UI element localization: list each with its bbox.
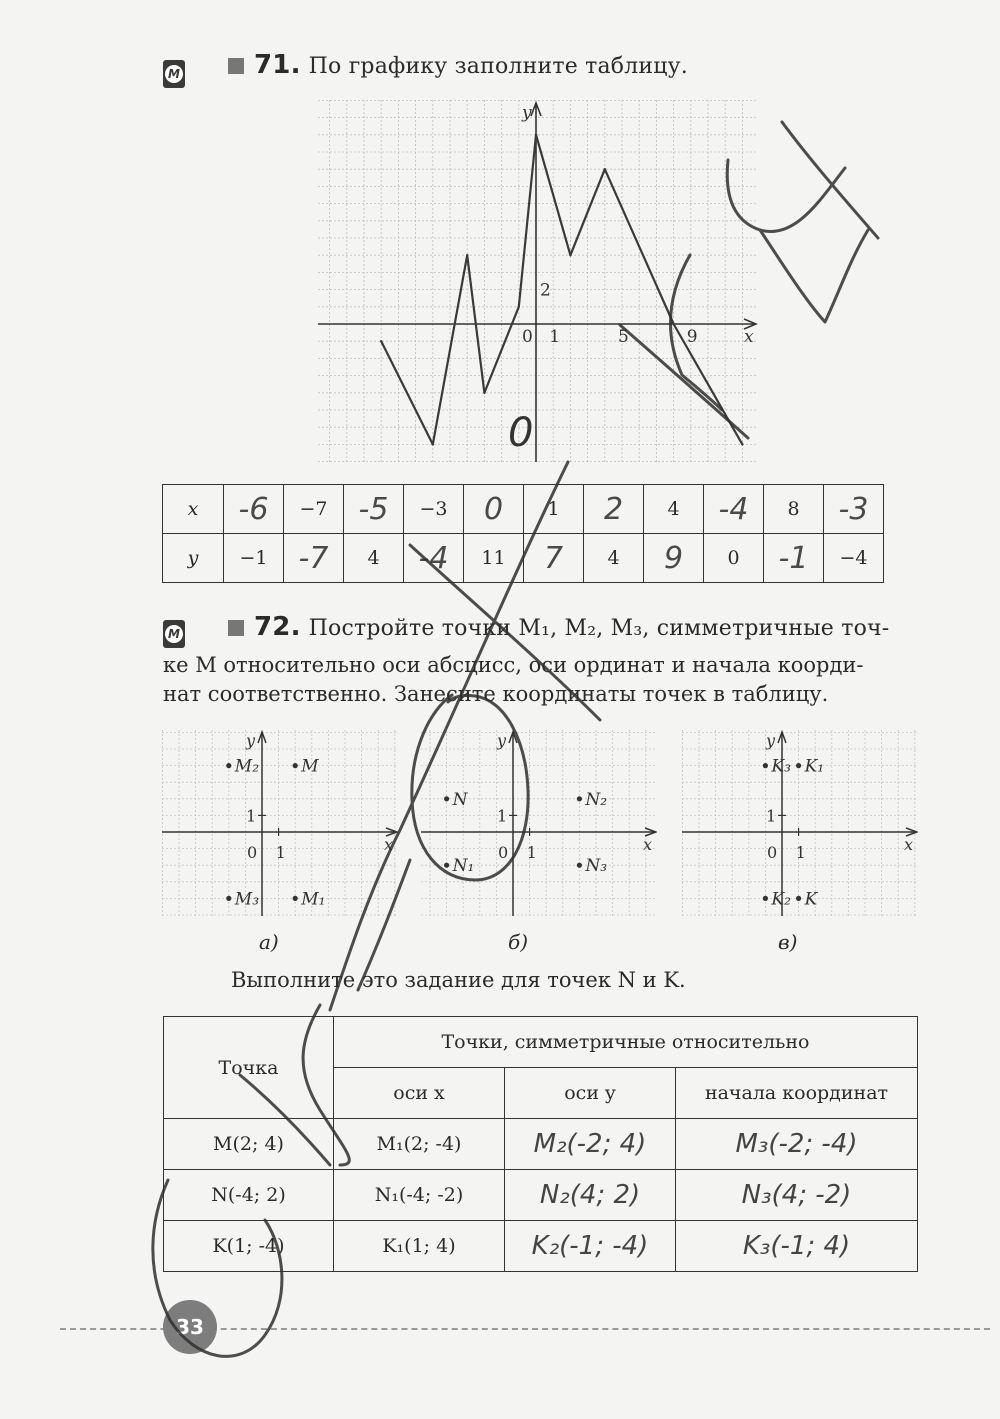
cell-sym-x: M₁(2; -4) — [334, 1119, 505, 1170]
point-label: K₃ — [771, 756, 791, 777]
header-symmetric: Точки, симметричные относительно — [334, 1017, 918, 1068]
task-72-line-3: нат соответственно. Занесите координаты точек в таблицу. — [163, 682, 829, 706]
row-label-x: x — [163, 485, 224, 534]
cell-sym-origin: K₃(-1; 4) — [676, 1221, 918, 1272]
point-marker — [293, 763, 298, 768]
y-value-cell: 0 — [704, 534, 764, 583]
y-axis-label: y — [246, 731, 256, 750]
y-value-cell: 7 — [524, 534, 584, 583]
origin-label: 0 — [498, 843, 509, 862]
table-header-row — [164, 1017, 918, 1068]
header-axis-y: оси y — [505, 1068, 676, 1119]
y-value-cell: −4 — [824, 534, 884, 583]
table-row — [164, 1170, 918, 1221]
cell-sym-y: K₂(-1; -4) — [505, 1221, 676, 1272]
task-71-text: По графику заполните таблицу. — [308, 54, 688, 79]
tick-label-1: 1 — [549, 327, 561, 347]
coordinate-grid-c — [682, 730, 918, 916]
tick-label-0: 0 — [522, 327, 533, 347]
cell-sym-y: M₂(-2; 4) — [505, 1119, 676, 1170]
unit-y-label: 1 — [766, 806, 777, 826]
x-value-cell: −7 — [284, 485, 344, 534]
unit-x-label: 1 — [526, 843, 537, 862]
data-point — [518, 306, 520, 308]
data-point — [432, 443, 434, 445]
point-marker — [293, 896, 298, 901]
unit-x-label: 1 — [795, 843, 806, 862]
point-label: N₁ — [452, 856, 475, 877]
grid-lines — [162, 730, 398, 916]
x-value-cell: 4 — [644, 485, 704, 534]
cell-sym-origin: M₃(-2; -4) — [676, 1119, 918, 1170]
task-72-number: 72. — [254, 612, 301, 642]
point-label: M₁ — [301, 889, 326, 910]
table-row — [164, 1119, 918, 1170]
point-marker — [763, 896, 768, 901]
x-value-cell: 8 — [764, 485, 824, 534]
y-value-cell: 4 — [344, 534, 404, 583]
x-axis-label: x — [904, 835, 914, 854]
task-71-heading — [228, 50, 688, 80]
x-value-cell: 0 — [464, 485, 524, 534]
data-point — [672, 323, 674, 325]
grid-lines — [682, 730, 918, 916]
x-value-cell: -3 — [824, 485, 884, 534]
cell-sym-y: N₂(4; 2) — [505, 1170, 676, 1221]
point-label: N — [452, 789, 468, 810]
task-72-heading — [228, 612, 889, 642]
point-marker — [444, 863, 449, 868]
data-point — [466, 254, 468, 256]
point-marker — [796, 763, 801, 768]
x-value-cell: 1 — [524, 485, 584, 534]
y-value-cell: 9 — [644, 534, 704, 583]
data-point — [535, 134, 537, 136]
cell-point: M(2; 4) — [164, 1119, 334, 1170]
unit-y-label: 1 — [246, 806, 257, 826]
x-axis-label: x — [384, 835, 394, 854]
graph-grid — [318, 100, 758, 462]
x-value-cell: -4 — [704, 485, 764, 534]
data-point — [483, 392, 485, 394]
page-number: 33 — [163, 1300, 217, 1354]
header-origin: начала координат — [676, 1068, 918, 1119]
function-graph — [318, 100, 758, 462]
point-marker — [444, 796, 449, 801]
point-marker — [763, 763, 768, 768]
header-axis-x: оси x — [334, 1068, 505, 1119]
coordinate-grid-a — [162, 730, 398, 916]
method-badge-71: М — [163, 60, 185, 88]
scribble-stroke — [760, 230, 868, 322]
row-label-y: y — [163, 534, 224, 583]
grid-lines — [421, 730, 657, 916]
point-marker — [226, 896, 231, 901]
x-axis-label: x — [643, 835, 653, 854]
y-axis-label: y — [522, 103, 532, 123]
caption-a: а) — [259, 930, 279, 954]
point-marker — [577, 863, 582, 868]
point-marker — [796, 896, 801, 901]
square-bullet-icon — [228, 620, 244, 636]
y-value-cell: 4 — [584, 534, 644, 583]
point-label: K₁ — [804, 756, 825, 777]
cell-point: K(1; -4) — [164, 1221, 334, 1272]
y-value-cell: -7 — [284, 534, 344, 583]
task-71-table — [162, 484, 884, 583]
caption-c: в) — [778, 930, 798, 954]
origin-label: 0 — [767, 843, 778, 862]
data-point — [604, 168, 606, 170]
x-value-cell: -6 — [224, 485, 284, 534]
x-value-cell: -5 — [344, 485, 404, 534]
table-row-y — [163, 534, 884, 583]
cell-sym-origin: N₃(4; -2) — [676, 1170, 918, 1221]
unit-y-label: 1 — [497, 806, 508, 826]
y-axis-label: y — [766, 731, 776, 750]
y-value-cell: 11 — [464, 534, 524, 583]
caption-b: б) — [508, 930, 529, 954]
instruction-text: Выполните это задание для точек N и K. — [231, 968, 686, 992]
cell-sym-x: N₁(-4; -2) — [334, 1170, 505, 1221]
origin-label: 0 — [247, 843, 258, 862]
cell-point: N(-4; 2) — [164, 1170, 334, 1221]
coordinate-grid-b — [421, 730, 657, 916]
scribble-stroke — [782, 122, 878, 238]
point-marker — [226, 763, 231, 768]
tick-label-5: 5 — [618, 327, 629, 347]
point-label: M — [301, 756, 319, 777]
point-label: N₃ — [585, 856, 608, 877]
header-point: Точка — [164, 1017, 334, 1119]
tick-label-y2: 2 — [540, 280, 551, 301]
table-row — [164, 1221, 918, 1272]
point-label: M₂ — [234, 756, 260, 777]
y-axis-label: y — [497, 731, 507, 750]
handwritten-zero: 0 — [508, 410, 534, 456]
data-point — [569, 254, 571, 256]
tick-label-9: 9 — [686, 327, 698, 347]
y-value-cell: -4 — [404, 534, 464, 583]
unit-x-label: 1 — [275, 843, 286, 862]
task-71-number: 71. — [254, 50, 301, 80]
point-marker — [577, 796, 582, 801]
point-label: K — [804, 889, 818, 910]
x-value-cell: 2 — [584, 485, 644, 534]
square-bullet-icon — [228, 58, 244, 74]
point-label: M₃ — [234, 889, 260, 910]
point-label: K₂ — [771, 889, 791, 910]
method-badge-72: М — [163, 620, 185, 648]
point-label: N₂ — [585, 789, 608, 810]
task-72-line-2: ке M относительно оси абсцисс, оси ординат и начала коорди- — [163, 653, 864, 677]
x-value-cell: −3 — [404, 485, 464, 534]
task-72-line-1: Постройте точки M₁, M₂, M₃, симметричные точ- — [308, 616, 890, 641]
x-axis-label: x — [744, 327, 754, 347]
data-point — [380, 340, 382, 342]
symmetry-table — [163, 1016, 918, 1272]
y-value-cell: −1 — [224, 534, 284, 583]
cell-sym-x: K₁(1; 4) — [334, 1221, 505, 1272]
data-point — [741, 443, 743, 445]
table-row-x — [163, 485, 884, 534]
y-value-cell: -1 — [764, 534, 824, 583]
